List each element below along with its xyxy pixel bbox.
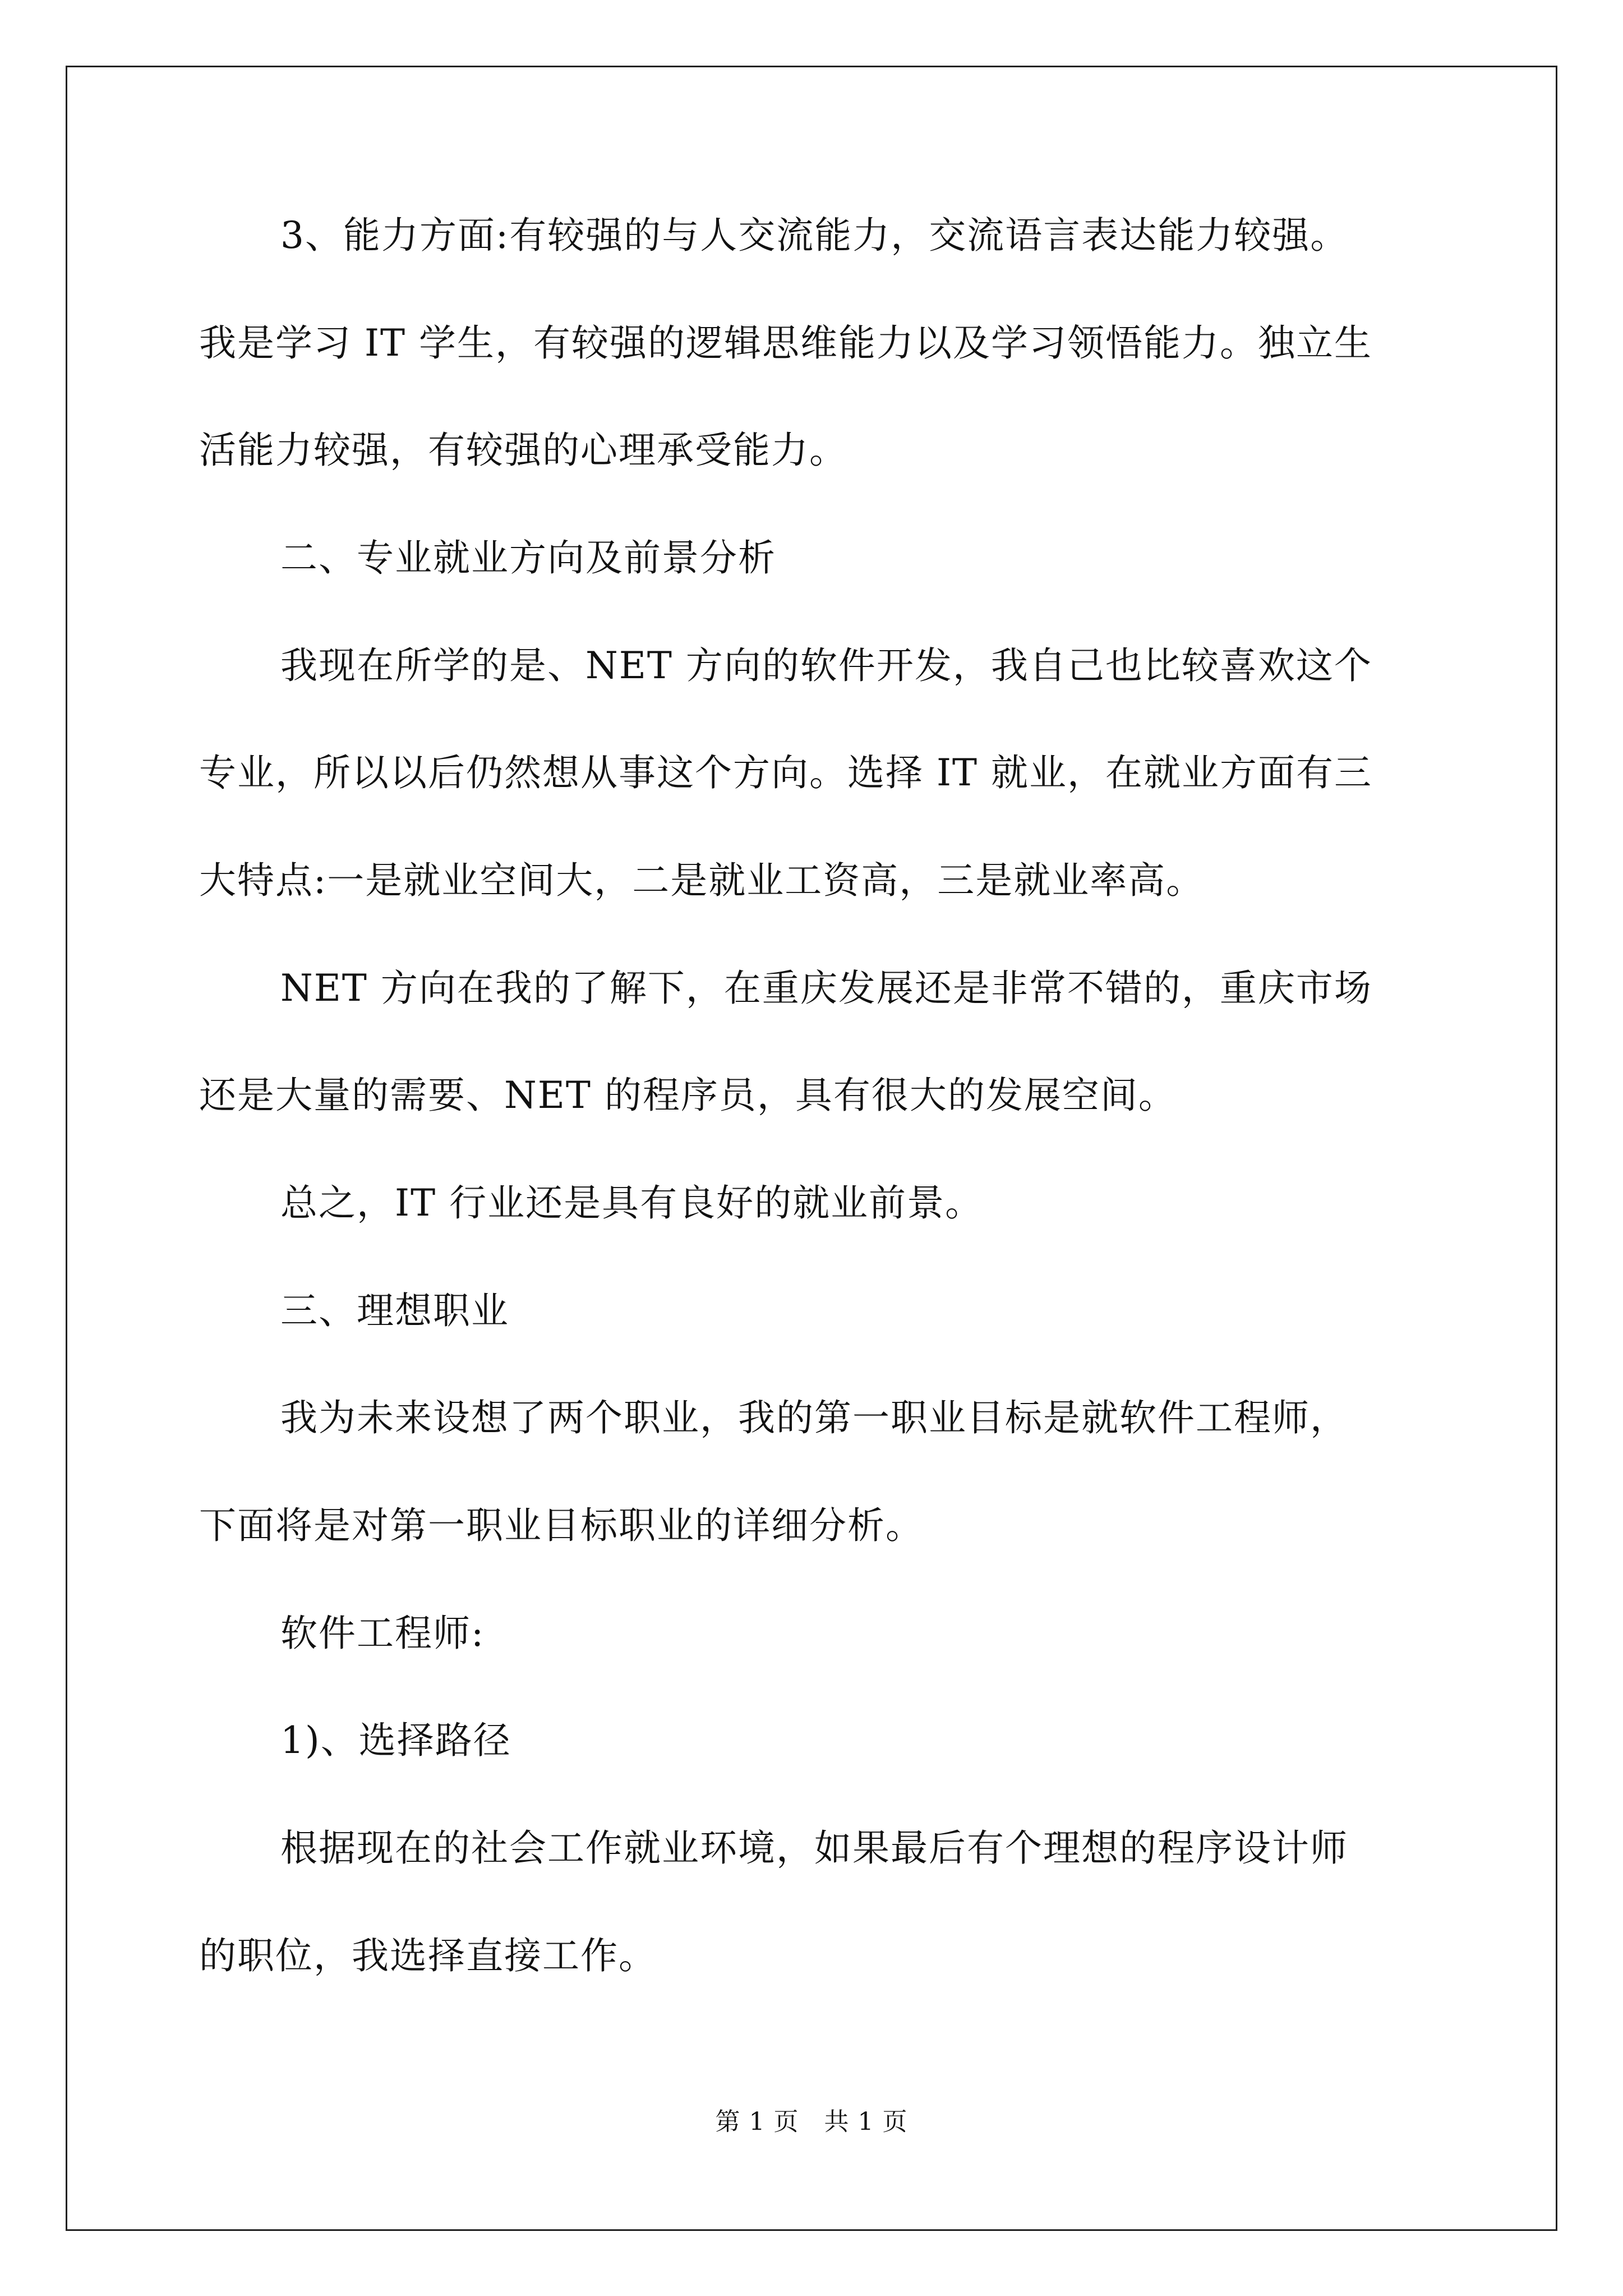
text-line: 我为未来设想了两个职业，我的第一职业目标是就软件工程师，: [280, 1396, 1348, 1439]
text-line: NET 方向在我的了解下，在重庆发展还是非常不错的，重庆市场: [280, 967, 1372, 1010]
text-line: 我是学习 IT 学生，有较强的逻辑思维能力以及学习领悟能力。独立生: [199, 321, 1373, 365]
text-line: 3、能力方面:有较强的与人交流能力，交流语言表达能力较强。: [280, 214, 1349, 257]
section-heading: 二、专业就业方向及前景分析: [280, 536, 776, 579]
subheading: 1)、选择路径: [280, 1719, 511, 1762]
subheading: 软件工程师:: [280, 1612, 485, 1655]
text-line: 我现在所学的是、NET 方向的软件开发，我自己也比较喜欢这个: [280, 644, 1372, 687]
text-line: 的职位，我选择直接工作。: [199, 1934, 657, 1977]
text-line: 下面将是对第一职业目标职业的详细分析。: [199, 1504, 924, 1547]
page-border: [66, 66, 1557, 2231]
text-line: 总之，IT 行业还是具有良好的就业前景。: [280, 1181, 984, 1225]
text-line: 专业，所以以后仍然想从事这个方向。选择 IT 就业，在就业方面有三: [199, 751, 1373, 794]
text-line: 活能力较强，有较强的心理承受能力。: [199, 429, 847, 472]
text-line: 还是大量的需要、NET 的程序员，具有很大的发展空间。: [199, 1074, 1177, 1117]
text-line: 大特点:一是就业空间大，二是就业工资高，三是就业率高。: [199, 859, 1205, 902]
page-footer: 第 1 页 共 1 页: [715, 2108, 908, 2136]
text-line: 根据现在的社会工作就业环境，如果最后有个理想的程序设计师: [280, 1826, 1348, 1870]
section-heading: 三、理想职业: [280, 1289, 509, 1332]
